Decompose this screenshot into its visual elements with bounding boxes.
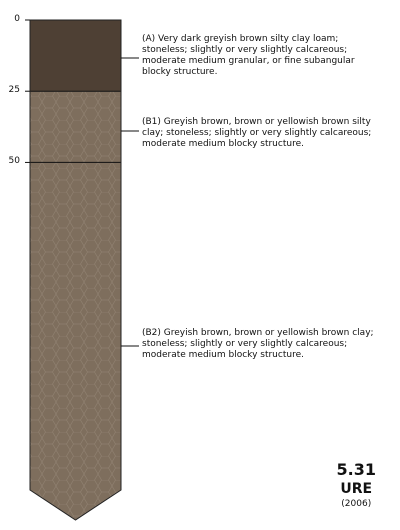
- soil-code-block: [337, 460, 376, 509]
- soil-name: URE: [340, 481, 373, 497]
- horizon-b2-texture: [30, 162, 121, 490]
- horizon-description-b2: (B2) Greyish brown, brown or yellowish brown clay; stoneless; slightly or very slightly calcareous; moderate medium blocky structure.: [142, 328, 374, 360]
- horizon-b1-texture: [30, 91, 121, 162]
- soil-number: 5.31: [336, 460, 376, 479]
- depth-label: 0: [14, 14, 20, 24]
- horizon-a: [30, 20, 121, 91]
- horizon-description-a: (A) Very dark greyish brown silty clay loam; stoneless; slightly or very slightly calcareous; moderate medium granular, or fine subangular blocky structure.: [142, 34, 355, 77]
- depth-label: 25: [8, 85, 20, 96]
- soil-year: (2006): [341, 499, 372, 509]
- horizon-description-b1: (B1) Greyish brown, brown or yellowish brown silty clay; stoneless; slightly or very slightly calcareous; moderate medium blocky structure.: [142, 117, 372, 149]
- profile-tip-texture: [30, 490, 121, 520]
- depth-label: 50: [8, 156, 20, 167]
